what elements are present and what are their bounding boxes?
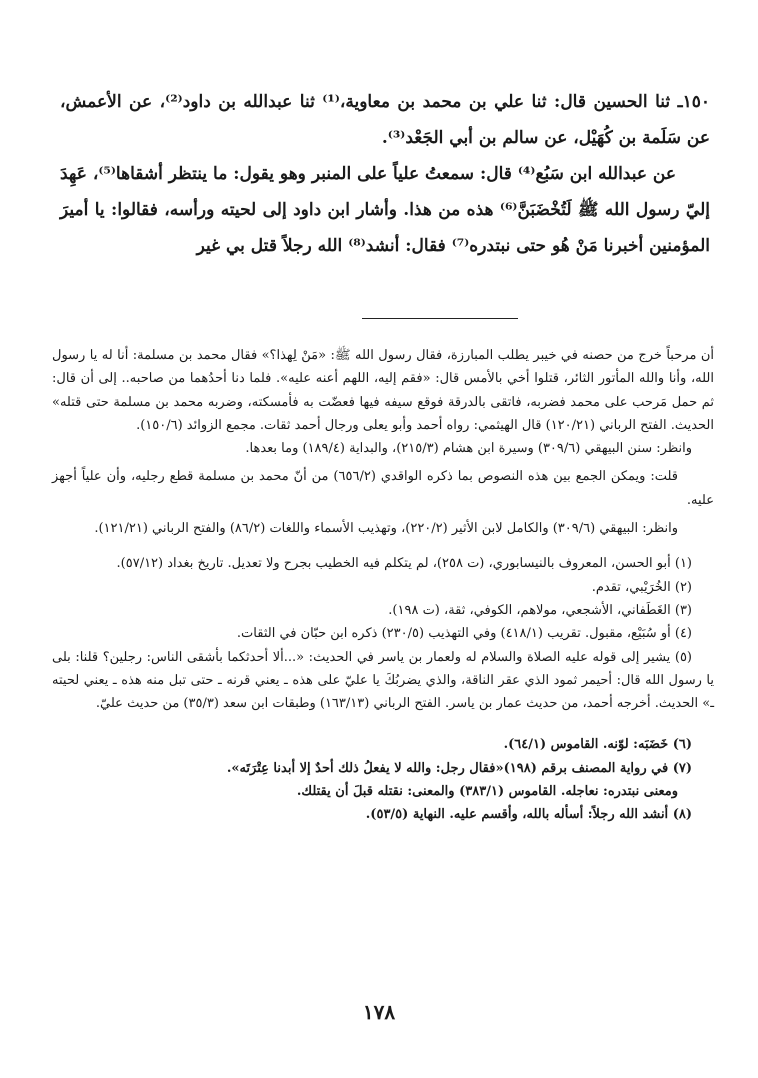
footnote-continuation: وانظر: البيهقي (٣٠٩/٦) والكامل لابن الأثير (٢٢٠/٢)، وتهذيب الأسماء واللغات (٨٦/٢) والفتح الرباني (١٢١/٢١). [94, 521, 678, 537]
footnote-4: (٤) أو سُبَيْع، مقبول. تقريب (٤١٨/١) وفي التهذيب (٢٣٠/٥) ذكره ابن حبّان في الثقات. [236, 626, 692, 642]
footnote-divider [362, 318, 518, 319]
footnote-2: (٢) الخُرَيْبي، تقدم. [591, 579, 692, 595]
footnote-continuation: قلت: ويمكن الجمع بين هذه النصوص بما ذكره الواقدي (٦٥٦/٢) من أنّ محمد بن مسلمة قطع رجليه، وأن علياً أجهز عليه. [52, 469, 714, 508]
footnote-7-continued: ومعنى نبتدره: نعاجله. القاموس (٣٨٣/١) والمعنى: نقتله قبلَ أن يقتلك. [296, 784, 678, 800]
footnote-7: (٧) في رواية المصنف برقم (١٩٨)«فقال رجل: والله لا يفعلُ ذلك أحدٌ إلا أبدنا عِتْرَتَه». [226, 760, 692, 776]
footnote-continuation: وانظر: سنن البيهقي (٣٠٩/٦) وسيرة ابن هشام (٢١٥/٣)، والبداية (١٨٩/٤) وما بعدها. [245, 441, 692, 457]
footnote-1: (١) أبو الحسن، المعروف بالنيسابوري، (ت ٢٥٨)، لم يتكلم فيه الخطيب بجرح ولا تعديل. تاريخ بغداد (٥٧/١٢). [116, 556, 692, 572]
footnote-continuation: أن مرحباً خرج من حصنه في خيبر يطلب المبارزة، فقال رسول الله ﷺ: «مَنْ لِهذا؟» فقال محمد بن مسلمة: أنا له يا رسول الله، وأنا والله المأتور الثائر، قتلوا أخي بالأمس قال: «فقم إليه، اللهم أعنه عليه». فلما دنا أحدُهما من صاحبه.. إلى أن قال: ثم حمل مَرحب على محمد فضربه، فاتقى بالدرقة فوقع سيفه فيها فعضّت به فأمسكته، وضربه محمد بن مسلمة حتى قتله» الحديث. الفتح الرباني (١٢٠/٢١) قال الهيثمي: رواه أحمد وأبو يعلى ورجال أحمد ثقات. مجمع الزوائد (١٥٠/٦). [52, 348, 714, 433]
footnote-3: (٣) الغَطَفاني، الأشجعي، مولاهم، الكوفي، ثقة، (ت ١٩٨). [388, 602, 692, 618]
hadith-chain-paragraph: ١٥٠ـ ثنا الحسين قال: ثنا علي بن محمد بن معاوية،⁽¹⁾ ثنا عبدالله بن داود⁽²⁾، عن الأعمش، عن سَلَمة بن كُهَيْل، عن سالم بن أبي الجَعْد⁽³⁾. [60, 92, 710, 148]
footnote-6: (٦) خَضَبَه: لوّنه. القاموس (٦٤/١). [503, 737, 692, 753]
footnote-8: (٨) أنشد الله رجلاً: أسأله بالله، وأقسم عليه. النهاية (٥٣/٥). [365, 807, 692, 823]
hadith-text-paragraph: عن عبدالله ابن سَبُع⁽⁴⁾ قال: سمعتُ علياً على المنبر وهو يقول: ما ينتظر أشقاها⁽⁵⁾، عَهِدَ إليّ رسول الله ﷺ لَتُخْضَبَنَّ⁽⁶⁾ هذه من هذا. وأشار ابن داود إلى لحيته ورأسه، فقالوا: يا أميرَ المؤمنين أخبرنا مَنْ هُو حتى نبتدره⁽⁷⁾ فقال: أنشد⁽⁸⁾ الله رجلاً قتل بي غير [60, 164, 710, 256]
footnote-5: (٥) يشير إلى قوله عليه الصلاة والسلام له ولعمار بن ياسر في الحديث: «...ألا أحدثكما بأشقى الناس: رجلين؟ قلنا: بلى يا رسول الله قال: أحيمر ثمود الذي عقر الناقة، والذي يضربُكَ يا عليّ على هذه ـ يعني قرنه ـ حتى تبل منه هذه ـ يعني لحيته ـ» الحديث. أخرجه أحمد، من حديث عمار بن ياسر. الفتح الرباني (١٦٣/١٣) وطبقات ابن سعد (٣٥/٣) من حديث عليّ. [52, 649, 714, 712]
main-text [60, 84, 710, 264]
footnotes [52, 344, 714, 827]
page-number: ١٧٨ [362, 1000, 396, 1024]
